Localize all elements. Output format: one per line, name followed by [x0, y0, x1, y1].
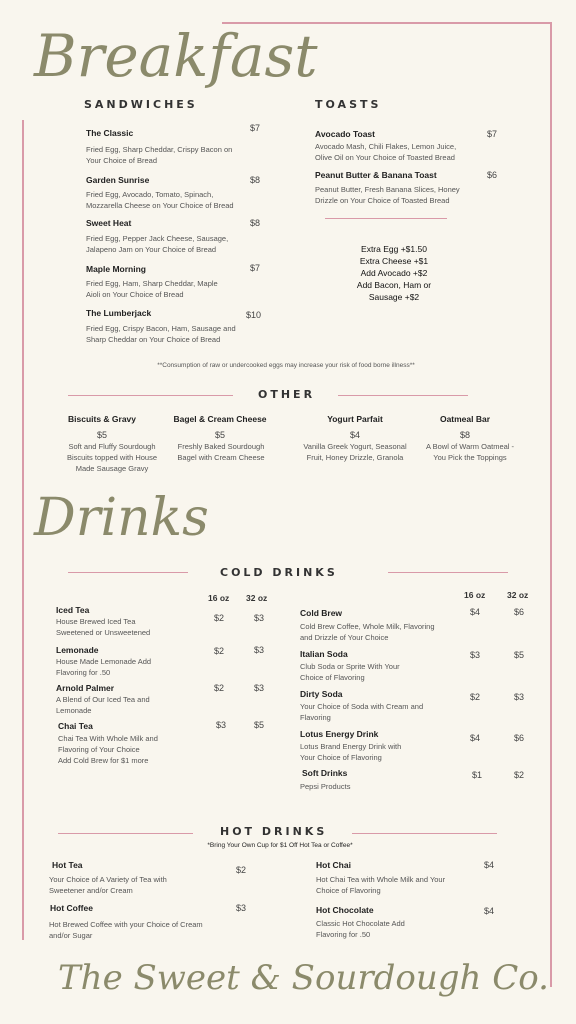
- toast-price: $6: [487, 170, 498, 180]
- other-price: $8: [459, 430, 470, 440]
- other-divider-right: [338, 395, 468, 396]
- drink-price-16: $3: [216, 720, 227, 730]
- other-divider-left: [68, 395, 233, 396]
- drinks-script-title: Drinks: [34, 488, 209, 548]
- drink-price-32: $6: [514, 733, 525, 743]
- extra-item: Extra Cheese +$1: [359, 256, 429, 266]
- drink-price-16: $3: [470, 650, 481, 660]
- brand-footer: The Sweet & Sourdough Co.: [58, 958, 549, 998]
- cold-drinks-heading: COLD DRINKS: [220, 566, 338, 579]
- drink-name: Hot Tea: [52, 860, 83, 870]
- other-desc: Freshly Baked Sourdough Bagel with Cream Cheese: [177, 442, 265, 462]
- other-desc: Vanilla Greek Yogurt, Seasonal Fruit, Honey Drizzle, Granola: [303, 442, 407, 462]
- frame-left-line: [22, 120, 24, 940]
- sandwich-desc: Fried Egg, Ham, Sharp Cheddar, Maple Aioli on Your Choice of Bread: [86, 279, 218, 299]
- drink-price-16: $2: [214, 613, 225, 623]
- sandwich-desc: Fried Egg, Avocado, Tomato, Spinach, Mozzarella Cheese on Your Choice of Bread: [86, 190, 234, 210]
- drink-name: Italian Soda: [300, 649, 348, 659]
- drink-desc: House Brewed Iced Tea Sweetened or Unsweetened: [56, 617, 151, 637]
- extra-item: Add Bacon, Ham or Sausage +$2: [356, 280, 432, 302]
- hot-drinks-heading: HOT DRINKS: [220, 825, 328, 838]
- other-name: Yogurt Parfait: [327, 414, 383, 424]
- drink-desc: Your Choice of A Variety of Tea with Sweetener and/or Cream: [49, 875, 167, 895]
- toast-desc: Peanut Butter, Fresh Banana Slices, Honey Drizzle on Your Choice of Toasted Bread: [315, 185, 460, 205]
- drink-price-32: $2: [514, 770, 525, 780]
- egg-disclaimer: **Consumption of raw or undercooked eggs may increase your risk of food borne illness**: [157, 362, 415, 369]
- sandwich-price: $7: [250, 263, 261, 273]
- toast-name: Peanut Butter & Banana Toast: [315, 170, 437, 180]
- toast-price: $7: [487, 129, 498, 139]
- drink-price-32: $3: [254, 683, 265, 693]
- other-price: $5: [96, 430, 107, 440]
- sandwich-price: $10: [246, 310, 262, 320]
- drink-price-16: $4: [470, 607, 481, 617]
- drink-price-32: $3: [254, 645, 265, 655]
- drink-price-16: $2: [214, 646, 225, 656]
- other-desc: A Bowl of Warm Oatmeal - You Pick the Toppings: [425, 442, 515, 462]
- other-price: $5: [214, 430, 225, 440]
- size-header-32: 32 oz: [507, 590, 529, 600]
- extras-list: [350, 243, 438, 303]
- other-heading: OTHER: [258, 388, 316, 401]
- drink-desc: Chai Tea With Whole Milk and Flavoring of Your Choice Add Cold Brew for $1 more: [58, 734, 158, 765]
- sandwich-price: $8: [250, 218, 261, 228]
- drink-name: Cold Brew: [300, 608, 343, 618]
- sandwich-name: Garden Sunrise: [86, 175, 150, 185]
- cold-divider-left: [68, 572, 188, 573]
- extra-item: Add Avocado +$2: [360, 268, 428, 278]
- drink-desc: Pepsi Products: [300, 782, 351, 791]
- other-desc: Soft and Fluffy Sourdough Biscuits topped with House Made Sausage Gravy: [66, 442, 158, 473]
- toasts-heading: TOASTS: [315, 98, 382, 111]
- other-name: Bagel & Cream Cheese: [173, 414, 267, 424]
- other-name: Oatmeal Bar: [439, 414, 491, 424]
- hot-divider-right: [352, 833, 497, 834]
- drink-desc: Cold Brew Coffee, Whole Milk, Flavoring and Drizzle of Your Choice: [300, 622, 435, 642]
- hot-drinks-note: *Bring Your Own Cup for $1 Off Hot Tea or Coffee*: [207, 842, 353, 849]
- drink-desc: Hot Chai Tea with Whole Milk and Your Choice of Flavoring: [316, 875, 446, 895]
- breakfast-script-title: Breakfast: [34, 22, 318, 90]
- drink-price: $4: [484, 860, 495, 870]
- drink-price-32: $6: [514, 607, 525, 617]
- toast-name: Avocado Toast: [315, 129, 375, 139]
- other-price: $4: [349, 430, 360, 440]
- sandwich-price: $8: [250, 175, 261, 185]
- size-header-32: 32 oz: [246, 593, 268, 603]
- drink-desc: Lotus Brand Energy Drink with Your Choice of Flavoring: [300, 742, 402, 762]
- drink-name: Soft Drinks: [302, 768, 348, 778]
- drink-name: Lotus Energy Drink: [300, 729, 379, 739]
- sandwiches-heading: SANDWICHES: [84, 98, 198, 111]
- drink-name: Lemonade: [56, 645, 99, 655]
- drink-price: $4: [484, 906, 495, 916]
- size-header-16: 16 oz: [208, 593, 230, 603]
- drink-price: $3: [236, 903, 247, 913]
- drink-price-32: $5: [254, 720, 265, 730]
- drink-desc: Hot Brewed Coffee with your Choice of Cream and/or Sugar: [49, 920, 203, 940]
- sandwich-price: $7: [250, 123, 261, 133]
- drink-price-32: $3: [514, 692, 525, 702]
- drink-desc: Classic Hot Chocolate Add Flavoring for .50: [316, 919, 405, 939]
- drink-desc: A Blend of Our Iced Tea and Lemonade: [56, 695, 150, 715]
- sandwich-name: The Lumberjack: [86, 308, 152, 318]
- drink-name: Hot Chocolate: [316, 905, 374, 915]
- drink-name: Dirty Soda: [300, 689, 343, 699]
- drink-name: Iced Tea: [56, 605, 90, 615]
- extras-divider: [325, 218, 447, 219]
- sandwich-desc: Fried Egg, Sharp Cheddar, Crispy Bacon on Your Choice of Bread: [86, 145, 233, 165]
- drink-price-16: $4: [470, 733, 481, 743]
- extra-item: Extra Egg +$1.50: [361, 244, 427, 254]
- drink-price-32: $3: [254, 613, 265, 623]
- sandwich-name: Sweet Heat: [86, 218, 132, 228]
- drink-name: Arnold Palmer: [56, 683, 115, 693]
- sandwich-desc: Fried Egg, Pepper Jack Cheese, Sausage, Jalapeno Jam on Your Choice of Bread: [86, 234, 229, 254]
- size-header-16: 16 oz: [464, 590, 486, 600]
- drink-desc: Your Choice of Soda with Cream and Flavoring: [300, 702, 424, 722]
- sandwich-name: The Classic: [86, 128, 134, 138]
- drink-name: Chai Tea: [58, 721, 93, 731]
- other-name: Biscuits & Gravy: [67, 414, 137, 424]
- frame-right-line: [550, 22, 552, 987]
- toast-desc: Avocado Mash, Chili Flakes, Lemon Juice, Olive Oil on Your Choice of Toasted Bread: [315, 142, 457, 162]
- drink-name: Hot Chai: [316, 860, 351, 870]
- drink-desc: House Made Lemonade Add Flavoring for .50: [56, 657, 152, 677]
- drink-price-32: $5: [514, 650, 525, 660]
- drink-desc: Club Soda or Sprite With Your Choice of Flavoring: [300, 662, 400, 682]
- sandwich-name: Maple Morning: [86, 264, 146, 274]
- drink-price-16: $2: [214, 683, 225, 693]
- cold-divider-right: [388, 572, 508, 573]
- drink-price-16: $1: [472, 770, 483, 780]
- drink-price-16: $2: [470, 692, 481, 702]
- hot-divider-left: [58, 833, 193, 834]
- drink-price: $2: [236, 865, 247, 875]
- drink-name: Hot Coffee: [50, 903, 93, 913]
- sandwich-desc: Fried Egg, Crispy Bacon, Ham, Sausage and Sharp Cheddar on Your Choice of Bread: [86, 324, 236, 344]
